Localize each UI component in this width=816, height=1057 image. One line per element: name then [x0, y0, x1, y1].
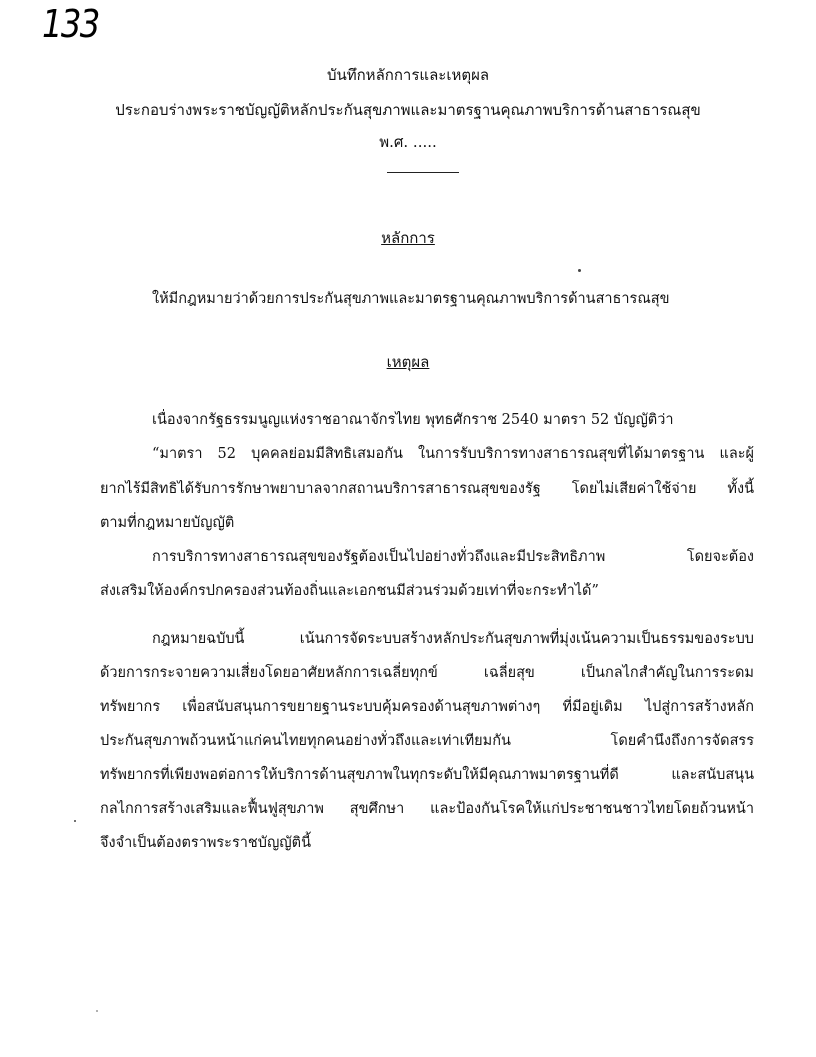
rationale-line: ส่งเสริมให้องค์กรปกครองส่วนท้องถิ่นและเอกชนมีส่วนร่วมด้วยเท่าที่จะกระทำได้”	[100, 583, 599, 599]
rationale-line: ตามที่กฎหมายบัญญัติ	[100, 515, 235, 531]
rationale-line: “มาตรา 52 บุคคลย่อมมีสิทธิเสมอกัน ในการรับบริการทางสาธารณสุขที่ได้มาตรฐาน และผู้	[152, 446, 754, 462]
rationale-line: ด้วยการกระจายความเสี่ยงโดยอาศัยหลักการเฉลี่ยทุกข์ เฉลี่ยสุข เป็นกลไกสำคัญในการระดม	[100, 665, 754, 681]
rationale-line: ประกันสุขภาพถ้วนหน้าแก่คนไทยทุกคนอย่างทั่วถึงและเท่าเทียมกัน โดยคำนึงถึงการจัดสรร	[100, 733, 754, 749]
rationale-line: จึงจำเป็นต้องตราพระราชบัญญัตินี้	[100, 835, 311, 851]
scan-speck	[578, 269, 581, 272]
scan-speck	[74, 820, 76, 822]
rationale-line: ทรัพยากร เพื่อสนับสนุนการขยายฐานระบบคุ้มครองด้านสุขภาพต่างๆ ที่มีอยู่เดิม ไปสู่การสร้างหลัก	[100, 699, 754, 715]
principle-text: ให้มีกฎหมายว่าด้วยการประกันสุขภาพและมาตรฐานคุณภาพบริการด้านสาธารณสุข	[152, 291, 670, 307]
rationale-line: การบริการทางสาธารณสุขของรัฐต้องเป็นไปอย่างทั่วถึงและมีประสิทธิภาพ โดยจะต้อง	[152, 549, 754, 565]
rationale-line: ทรัพยากรที่เพียงพอต่อการให้บริการด้านสุขภาพในทุกระดับให้มีคุณภาพมาตรฐานที่ดี และสนับสนุน	[100, 767, 754, 783]
rationale-line: ยากไร้มีสิทธิได้รับการรักษาพยาบาลจากสถานบริการสาธารณสุขของรัฐ โดยไม่เสียค่าใช้จ่าย ทั้งนี้	[100, 481, 754, 497]
scan-speck	[96, 1010, 98, 1012]
rationale-line: เนื่องจากรัฐธรรมนูญแห่งราชอาณาจักรไทย พุทธศักราช 2540 มาตรา 52 บัญญัติว่า	[152, 412, 674, 428]
document-subtitle: ประกอบร่างพระราชบัญญัติหลักประกันสุขภาพและมาตรฐานคุณภาพบริการด้านสาธารณสุข	[115, 101, 701, 119]
rationale-line: กลไกการสร้างเสริมและฟื้นฟูสุขภาพ สุขศึกษา และป้องกันโรคให้แก่ประชาชนชาวไทยโดยถ้วนหน้า	[100, 801, 754, 817]
rationale-line: กฎหมายฉบับนี้ เน้นการจัดระบบสร้างหลักประกันสุขภาพที่มุ่งเน้นความเป็นธรรมของระบบ	[152, 631, 754, 647]
principle-heading: หลักการ	[381, 229, 435, 247]
title-divider	[387, 172, 459, 173]
rationale-heading: เหตุผล	[386, 353, 430, 371]
handwritten-page-number: 133	[42, 2, 99, 46]
document-title: บันทึกหลักการและเหตุผล	[326, 66, 490, 84]
document-year: พ.ศ. .....	[379, 133, 437, 151]
